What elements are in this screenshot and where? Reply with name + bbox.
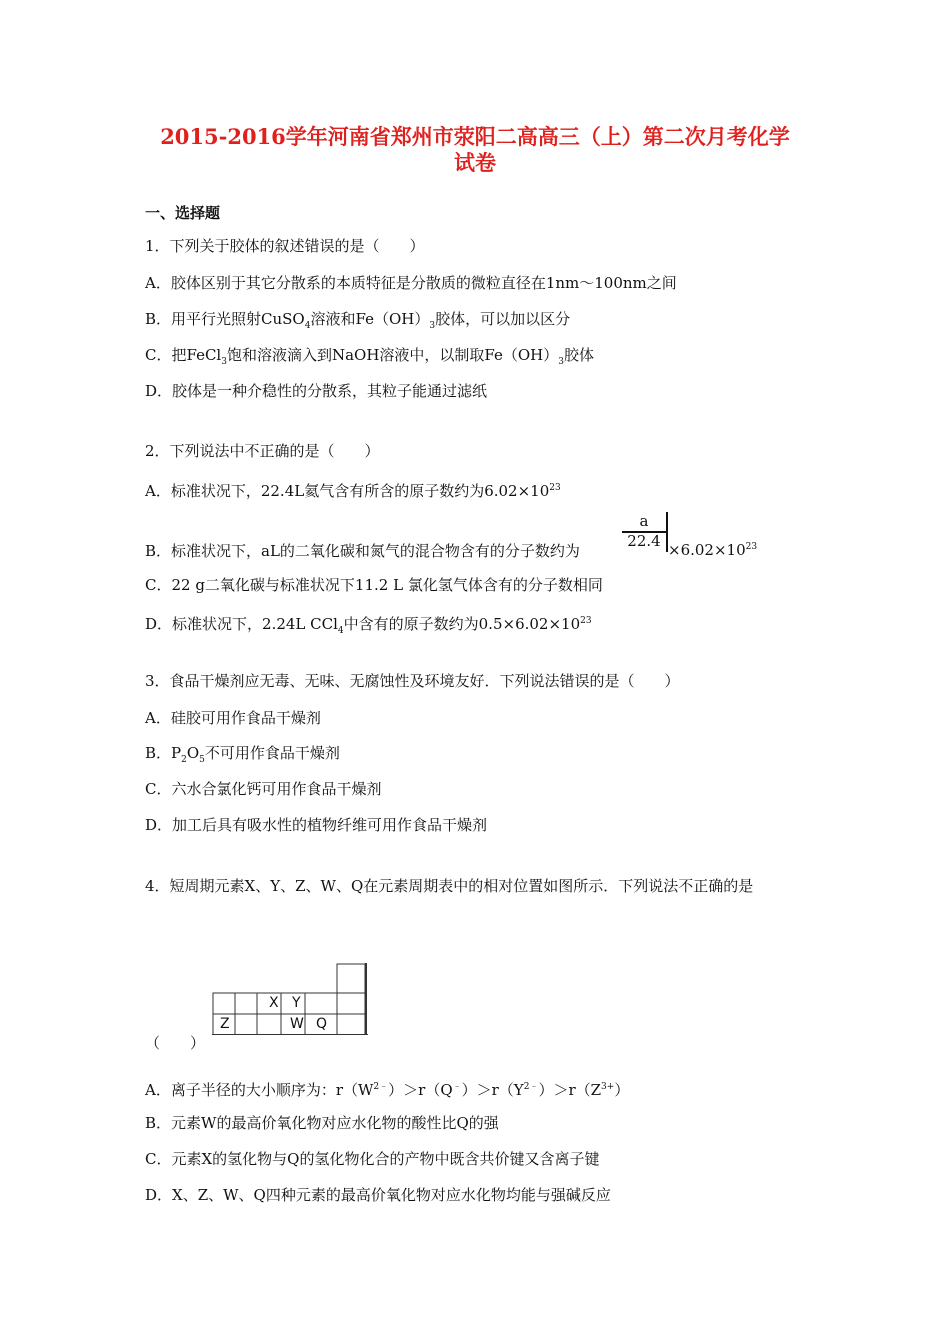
fraction-numerator: a — [639, 512, 649, 530]
q1-stem: 1．下列关于胶体的叙述错误的是（ ） — [145, 237, 425, 255]
q1-option-c: C．把FeCl$_3$饱和溶液滴入到NaOH溶液中，以制取$Fe(OH)_3$胶体 — [145, 346, 594, 367]
q2-option-c: C．22 g二氧化碳与标准状况下11.2 L 氯化氢气体含有的分子数相同 — [145, 576, 603, 594]
q2-stem: 2．下列说法中不正确的是（ ） — [145, 442, 380, 460]
q1-option-d: D．胶体是一种介稳性的分散系，其粒子能通过滤纸 — [145, 382, 488, 400]
q3-option-c: C．六水合氯化钙可用作食品干燥剂 — [145, 780, 382, 798]
q4-answer-paren: （ ） — [145, 1034, 206, 1052]
q3-option-a: A．硅胶可用作食品干燥剂 — [145, 709, 321, 727]
q2-option-b-rest: $\times 6.02\times 10^{23}$ — [668, 541, 758, 559]
q2-fraction — [622, 512, 666, 552]
element-x: X — [269, 995, 279, 1011]
q2-option-d: D．标准状况下，2.24L CCl$_4$中含有的原子数约为$0.5\times 6.02\times 10^{23}$ — [145, 615, 592, 636]
q4-option-c: C．元素X的氢化物与Q的氢化物化合的产物中既含共价键又含离子键 — [145, 1150, 600, 1168]
element-q: Q — [316, 1016, 328, 1032]
section-heading: 一、选择题 — [145, 204, 221, 222]
q3-option-b: B．$P_2O_5$不可用作食品干燥剂 — [145, 744, 340, 765]
q3-option-d: D．加工后具有吸水性的植物纤维可用作食品干燥剂 — [145, 816, 488, 834]
title-line1: 2015-2016学年河南省郑州市荥阳二高高三（上）第二次月考化学 — [160, 124, 790, 149]
q1-option-a: A．胶体区别于其它分散系的本质特征是分散质的微粒直径在1nm～100nm之间 — [145, 274, 677, 292]
element-w: W — [290, 1016, 304, 1032]
element-y: Y — [292, 995, 301, 1011]
q2-option-a: A．标准状况下，22.4L氦气含有所含的原子数约为$6.02\times 10^{23}$ — [145, 482, 561, 500]
q1-option-b: B．用平行光照射CuSO$_4$溶液和$Fe(OH)_3$胶体，可以加以区分 — [145, 310, 571, 331]
title-line2: 试卷 — [454, 150, 496, 175]
q2-option-b: B．标准状况下，aL的二氧化碳和氮气的混合物含有的分子数约为 — [145, 542, 580, 560]
q4-option-d: D．X、Z、W、Q四种元素的最高价氧化物对应水化物均能与强碱反应 — [145, 1186, 611, 1204]
q3-stem: 3．食品干燥剂应无毒、无味、无腐蚀性及环境友好．下列说法错误的是（ ） — [145, 672, 680, 690]
periodic-table-figure — [212, 963, 368, 1035]
q4-option-a: A．离子半径的大小顺序为：$r(W^{2﹣})>r(Q^﹣)>r(Y^{2﹣})>r(Z^{3+})$ — [145, 1081, 630, 1099]
fraction-denominator: 22.4 — [627, 532, 661, 550]
q4-stem: 4．短周期元素X、Y、Z、W、Q在元素周期表中的相对位置如图所示．下列说法不正确的是 — [145, 877, 754, 895]
q4-option-b: B．元素W的最高价氧化物对应水化物的酸性比Q的强 — [145, 1114, 499, 1132]
element-z: Z — [220, 1016, 230, 1032]
